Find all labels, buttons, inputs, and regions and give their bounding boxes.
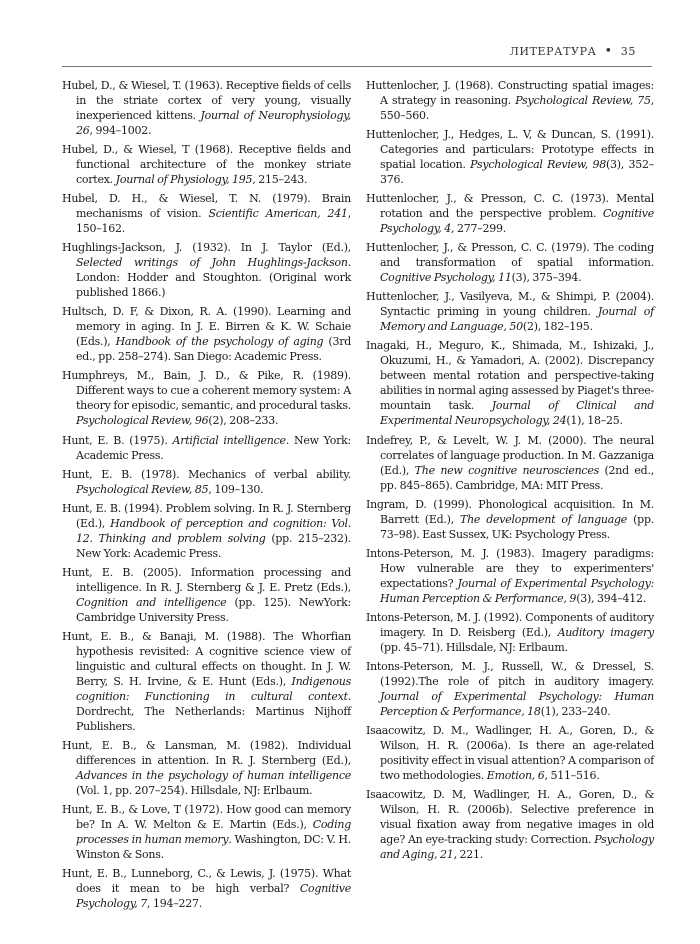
reference-entry [366,240,654,285]
reference-text: Huttenlocher, J. (1968). Constructing spatial images: A strategy in reasoning. [366,79,654,107]
reference-text: Intons-Peterson, M. J., Russell, W., & Dressel, S. (1992).The role of pitch in auditory imagery. [366,659,654,688]
reference-text: (3), 352–376. [380,158,654,187]
reference-entry [366,433,654,493]
page-number: 35 [620,45,636,58]
reference-text: . Washington, DC: V. H. Winston & Sons. [76,833,352,862]
reference-text: . London: Hodder and Stoughton. (Original work published 1866.) [76,256,351,300]
reference-entry [62,240,351,300]
reference-text: Huttenlocher, J., & Presson, C. C. (1973). Mental rotation and the perspective problem. [366,192,654,221]
reference-entry [62,629,351,734]
reference-entry [366,127,654,187]
reference-text: Hubel, D., & Wiesel, T. (1963). Receptive fields of cells in the striate cortex of very young, visually inexperienced kittens. [62,79,351,122]
reference-text: Huttenlocher, J., Hedges, L. V, & Duncan, S. (1991). Categories and particulars: Prototype effects in spatial location. [366,128,654,172]
reference-text: , 994–1002. [89,124,152,137]
reference-source: Journal of Experimental Psychology: Human Perception & Performance, 18 [380,689,654,718]
reference-text: Ingram, D. (1999). Phonological acquisition. In M. Barrett (Ed.), [366,497,654,526]
references-left-column [62,78,351,915]
reference-entry [366,338,654,428]
reference-text: Isaacowitz, D. M, Wadlinger, H. A., Goren, D., & Wilson, H. R. (2006b). Selective preference in visual fixation away from negative images in old age? An eye-tracking study: Correction. [366,788,654,847]
reference-text: Huttenlocher, J., Vasilyeva, M., & Shimpi, P. (2004). Syntactic priming in young children. [366,290,654,319]
reference-text: (pp. 125). NewYork: Cambridge University Press. [76,595,351,624]
reference-text: , 194–227. [147,897,202,911]
reference-text: , 550–560. [380,94,655,122]
reference-text: Isaacowitz, D. M., Wadlinger, H. A., Goren, D., & Wilson, H. R. (2006a). Is there an age-related positivity effect in visual attention? A comparison of two methodologies. [366,724,654,783]
reference-source: Advances in the psychology of human intelligence [76,769,351,783]
reference-entry [366,191,654,236]
reference-source: Cognitive Psychology, 11 [380,271,512,285]
reference-text: Hunt, E. B. (1975). [62,433,173,447]
section-title: ЛИТЕРАТУРА [509,45,597,58]
reference-text: Indefrey, P., & Levelt, W. J. M. (2000). The neural correlates of language production. In M. Gazzaniga (Ed.), [366,433,654,477]
reference-text: . Dordrecht, The Netherlands: Martinus Nijhoff Publishers. [76,689,351,733]
reference-entry [62,802,351,862]
running-head [510,45,636,58]
reference-source: Artificial intelligence [172,433,286,447]
reference-entry [62,866,351,911]
reference-text: Hunt, E. B., Lunneborg, C., & Lewis, J. (1975). What does it mean to be high verbal? [62,867,351,896]
reference-source: Cognition and intelligence [76,595,227,609]
reference-entry [366,787,654,862]
reference-entry [366,497,654,542]
reference-entry [62,78,351,138]
reference-text: (2), 208–233. [208,414,279,428]
reference-text: Intons-Peterson, M. J. (1992). Components of auditory imagery. In D. Reisberg (Ed.), [366,610,654,639]
reference-text: Hunt, E. B. (1978). Mechanics of verbal ability. [62,467,351,481]
reference-text: (pp. 73–98). East Sussex, UK: Psychology Press. [380,512,654,541]
reference-source: Journal of Neurophysiology, 26 [76,109,351,137]
reference-text: Huttenlocher, J., & Presson, C. C. (1979). The coding and transformation of spatial information. [366,241,654,270]
reference-source: Journal of Clinical and Experimental Neuropsychology, 24 [380,399,654,428]
reference-text: (1), 233–240. [540,704,611,718]
reference-source: Auditory imagery [557,625,655,639]
reference-entry [366,610,654,655]
reference-text: Hunt, E. B., & Love, T (1972). How good can memory be? In A. W. Melton & E. Martin (Eds.), [62,803,351,832]
reference-text: . New York: Academic Press. [76,433,351,462]
reference-text: , 215–243. [252,173,308,187]
reference-entry [62,738,351,798]
reference-entry [62,142,351,187]
header-separator: • [604,44,613,59]
reference-source: The new cognitive neurosciences [414,463,599,477]
reference-text: Hubel, D., & Wiesel, T (1968). Receptive fields and functional architecture of the monkey striate cortex. [62,143,351,187]
reference-source: Coding processes in human memory [76,818,351,847]
reference-source: Psychological Review, 75 [515,94,651,107]
reference-entry [62,565,351,625]
reference-text: (pp. 45–71). Hillsdale, NJ: Erlbaum. [380,640,568,654]
reference-source: The development of language [460,512,628,526]
reference-text: (3), 394–412. [576,591,646,605]
reference-source: Handbook of the psychology of aging [115,335,324,349]
reference-text: Hunt, E. B. (1994). Problem solving. In R. J. Sternberg (Ed.), [62,501,351,530]
reference-entry [366,723,654,783]
header-rule [62,66,652,67]
reference-source: Psychological Review, 85 [76,482,209,496]
reference-entry [366,546,654,606]
reference-source: Journal of Memory and Language, 50 [380,305,654,334]
reference-text: (Vol. 1, pp. 207–254). Hillsdale, NJ: Erlbaum. [76,784,313,798]
reference-source: Handbook of perception and cognition: Vol. 12. Thinking and problem solving [76,516,352,545]
reference-entry [62,304,351,364]
reference-text: Hughlings-Jackson, J. (1932). In J. Taylor (Ed.), [62,241,351,255]
reference-text: (2), 182–195. [522,320,593,334]
reference-text: (3rd ed., pp. 258–274). San Diego: Academic Press. [76,335,351,364]
reference-source: Psychology and Aging, 21 [380,833,654,862]
reference-source: Indigenous cognition: Functioning in cultural context [76,674,351,703]
reference-text: Humphreys, M., Bain, J. D., & Pike, R. (1989). Different ways to cue a coherent memory system: A theory for episodic, semantic, and procedural tasks. [62,369,351,413]
reference-text: (3), 375–394. [511,271,582,285]
reference-text: Hunt, E. B. (2005). Information processing and intelligence. In R. J. Sternberg & J. E. Pretz (Eds.), [62,565,351,594]
reference-text: (pp. 215–232). New York: Academic Press. [76,531,351,560]
reference-text: (2nd ed., pp. 845–865). Cambridge, MA: MIT Press. [380,463,654,492]
reference-entry [62,191,351,236]
reference-source: Journal of Experimental Psychology: Human Perception & Performance, 9 [380,576,654,605]
reference-source: Cognitive Psychology, 7 [76,882,351,911]
reference-text: Hunt, E. B., & Banaji, M. (1988). The Whorfian hypothesis revisited: A cognitive science view of linguistic and cultural effects on thought. In J. W. Berry, S. H. Irvine, & E. Hunt (Eds.), [62,629,351,688]
reference-source: Scientific American, 241 [208,207,348,221]
reference-entry [366,78,654,123]
reference-entry [62,467,351,497]
reference-source: Journal of Physiology, 195 [115,173,253,187]
reference-entry [62,368,351,428]
reference-entry [366,289,654,334]
reference-text: , 221. [453,848,484,862]
reference-source: Psychological Review, 96 [76,414,209,428]
reference-text: Intons-Peterson, M. J. (1983). Imagery paradigms: How vulnerable are they to experimenters' expectations? [366,546,654,590]
reference-source: Cognitive Psychology, 4 [380,207,654,236]
reference-entry [62,501,351,561]
reference-text: Hultsch, D. F, & Dixon, R. A. (1990). Learning and memory in aging. In J. E. Birren & K. W. Schaie (Eds.), [62,305,351,349]
reference-entry [62,433,351,463]
reference-text: , 150–162. [76,207,351,236]
reference-text: Hubel, D. H., & Wiesel, T. N. (1979). Brain mechanisms of vision. [62,192,351,221]
reference-entry [366,659,654,719]
reference-text: , 277–299. [451,222,506,236]
reference-text: (1), 18–25. [566,414,623,428]
reference-source: Emotion, 6 [486,769,545,783]
reference-source: Selected writings of John Hughlings-Jackson [76,256,348,270]
reference-text: , 109–130. [208,482,264,496]
references-right-column [366,78,654,866]
reference-text: , 511–516. [544,769,600,783]
reference-source: Psychological Review, 98 [470,158,606,172]
reference-text: Hunt, E. B., & Lansman, M. (1982). Individual differences in attention. In R. J. Sternberg (Ed.), [62,739,351,768]
reference-text: Inagaki, H., Meguro, K., Shimada, M., Ishizaki, J., Okuzumi, H., & Yamadori, A. (2002). Discrepancy between mental rotation and perspective-taking abilities in normal aging assessed by Piaget's three-mountain task. [366,339,654,413]
